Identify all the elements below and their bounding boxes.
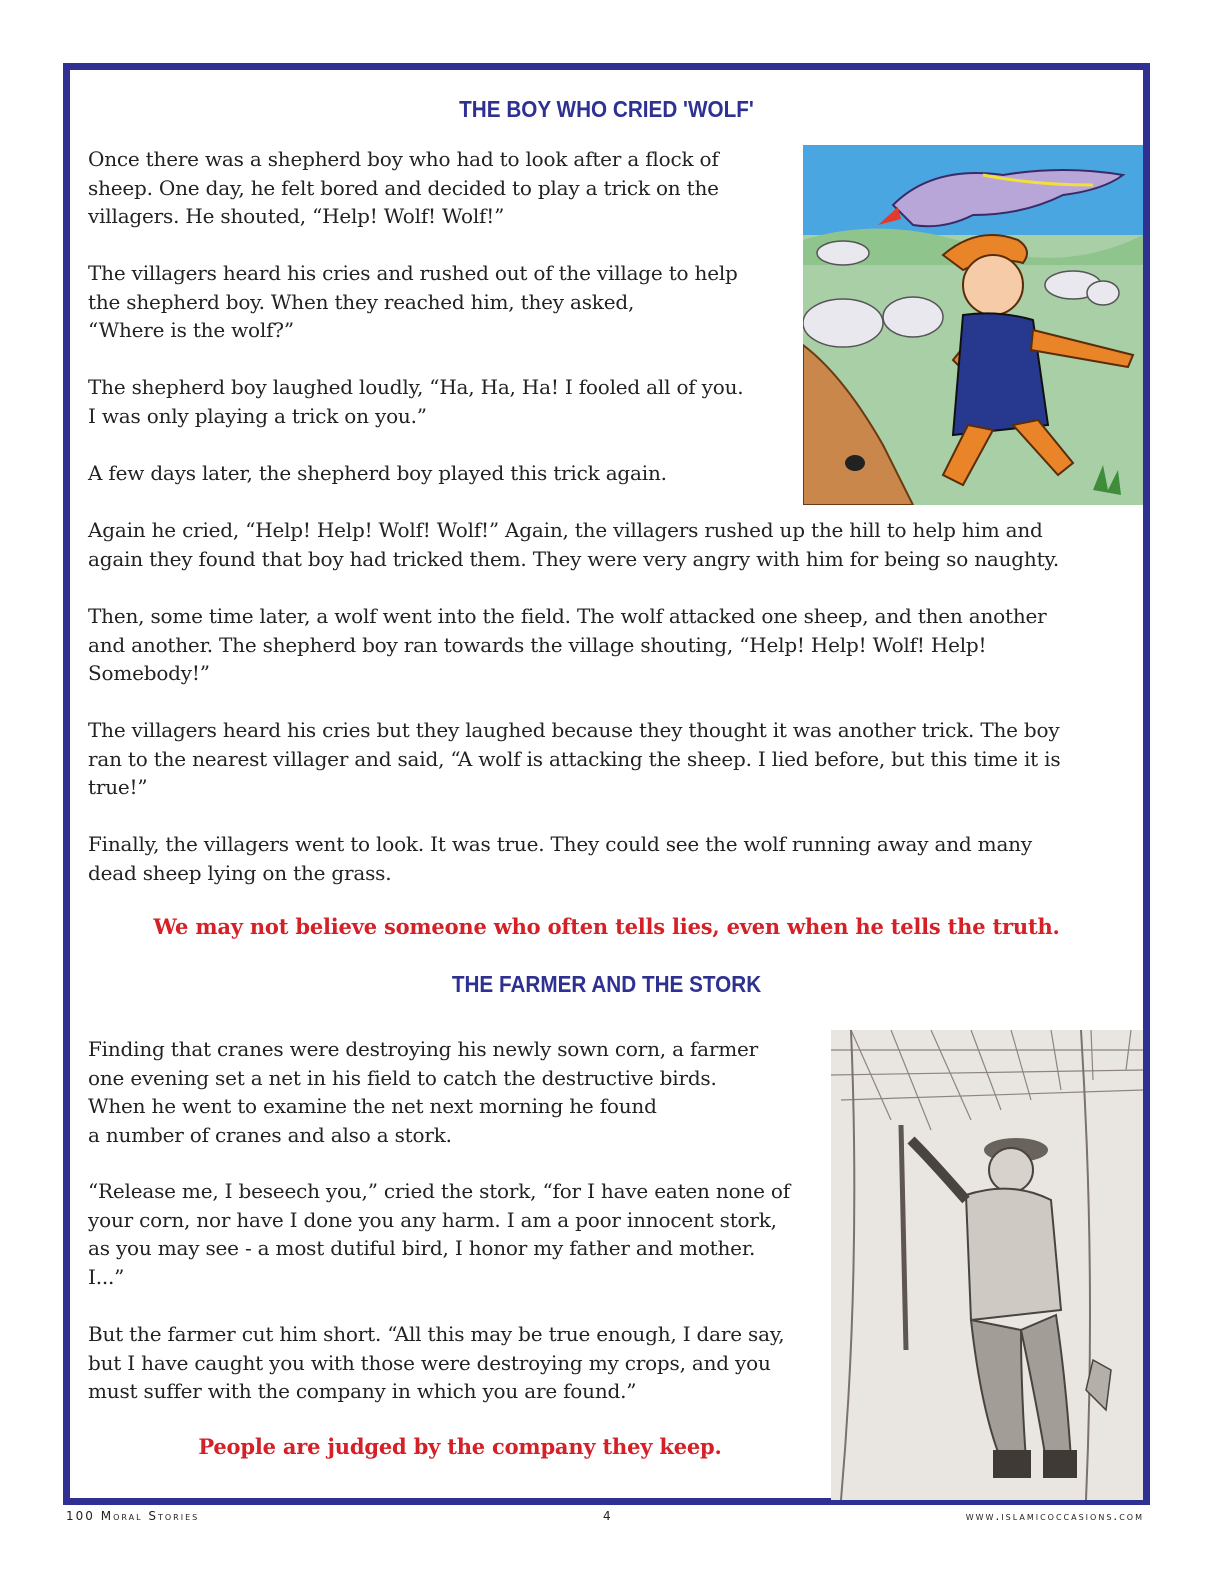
story2-title: THE FARMER AND THE STORK [451, 971, 762, 997]
footer-book-title: 100 Moral Stories [66, 1509, 200, 1523]
shepherd-boy-wolf-illustration [803, 145, 1143, 505]
story1-paragraph-5: Again he cried, “Help! Help! Wolf! Wolf!” Again, the villagers rushed up the hill to help him and again they found that boy had tricked them. They were very angry with him for being so naughty. [88, 518, 1060, 571]
story1-paragraph-1: Once there was a shepherd boy who had to look after a flock of sheep. One day, he felt bored and decided to play a trick on the villagers. He shouted, “Help! Wolf! Wolf!” [88, 147, 719, 228]
story1-title: THE BOY WHO CRIED 'WOLF' [459, 96, 754, 122]
story1-paragraph-4: A few days later, the shepherd boy played this trick again. [88, 461, 667, 485]
story1-paragraph-6: Then, some time later, a wolf went into the field. The wolf attacked one sheep, and then another and another. The shepherd boy ran towards the village shouting, “Help! Help! Wolf! Help! Somebody!” [88, 604, 1047, 685]
story2-paragraph-1: Finding that cranes were destroying his newly sown corn, a farmer one evening set a net in his field to catch the destructive birds. When he went to examine the net next morning he found a number of cranes and also a stork. [88, 1037, 759, 1147]
story1-paragraph-3: The shepherd boy laughed loudly, “Ha, Ha, Ha! I fooled all of you. I was only playing a trick on you.” [88, 375, 744, 428]
story1-paragraph-2: The villagers heard his cries and rushed out of the village to help the shepherd boy. When they reached him, they asked, “Where is the wolf?” [88, 261, 738, 342]
story2-paragraph-3: But the farmer cut him short. “All this may be true enough, I dare say, but I have caught you with those were destroying my crops, and you must suffer with the company in which you are found.” [88, 1322, 785, 1403]
story2-paragraph-2: “Release me, I beseech you,” cried the stork, “for I have eaten none of your corn, nor have I done you any harm. I am a poor innocent stork, as you may see - a most dutiful bird, I honor my father and mother. I...” [88, 1179, 790, 1289]
farmer-stork-net-illustration [831, 1030, 1143, 1500]
footer-website: www.islamicoccasions.com [965, 1509, 1144, 1523]
story2-moral: People are judged by the company they keep. [198, 1434, 722, 1459]
story1-paragraph-8: Finally, the villagers went to look. It was true. They could see the wolf running away and many dead sheep lying on the grass. [88, 832, 1032, 885]
shepherd-boy-wolf-image [803, 145, 1143, 505]
story1-moral: We may not believe someone who often tells lies, even when he tells the truth. [153, 914, 1060, 939]
page-frame [63, 63, 1150, 1505]
farmer-stork-image [831, 1030, 1143, 1500]
story1-paragraph-7: The villagers heard his cries but they laughed because they thought it was another trick. The boy ran to the nearest villager and said, “A wolf is attacking the sheep. I lied before, but this time it is true!” [88, 718, 1061, 799]
footer-page-number: 4 [603, 1509, 613, 1523]
